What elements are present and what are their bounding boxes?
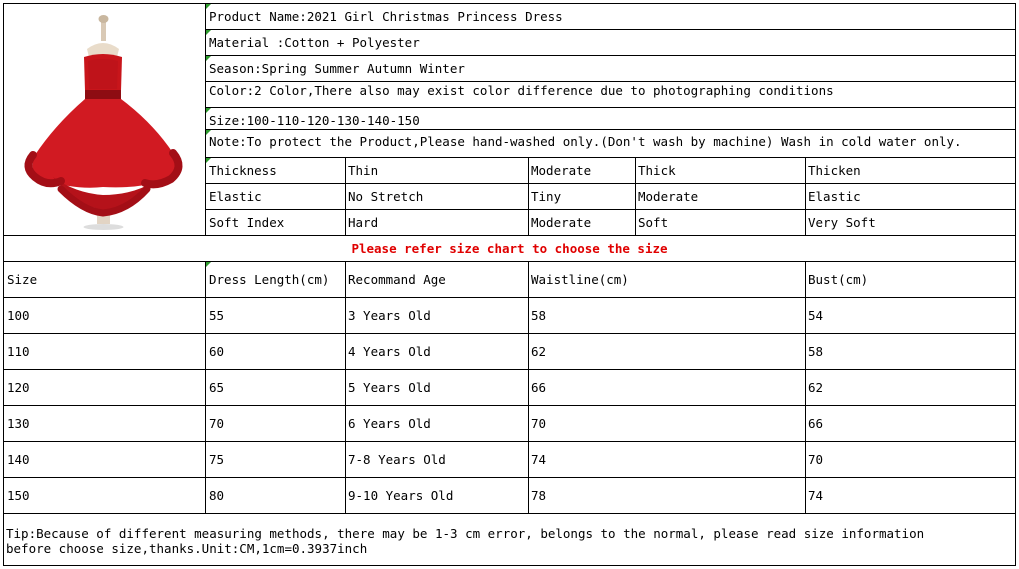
product-image	[5, 5, 202, 232]
tip-line-2: before choose size,thanks.Unit:CM,1cm=0.3937inch	[6, 541, 368, 556]
cell-age: 5 Years Old	[348, 380, 431, 395]
prop-elastic-2: Tiny	[531, 189, 562, 204]
cell-marker	[206, 130, 211, 135]
cell-bust: 54	[808, 308, 824, 323]
header-dress-length: Dress Length(cm)	[209, 272, 330, 287]
cell-age: 3 Years Old	[348, 308, 431, 323]
prop-elastic-3: Moderate	[638, 189, 699, 204]
cell-marker	[206, 30, 211, 35]
size-range: Size:100-110-120-130-140-150	[209, 113, 420, 128]
cell-waist: 62	[531, 344, 547, 359]
cell-bust: 62	[808, 380, 824, 395]
prop-elastic-label: Elastic	[209, 189, 262, 204]
cell-age: 4 Years Old	[348, 344, 431, 359]
cell-size: 150	[7, 488, 30, 503]
care-note: Note:To protect the Product,Please hand-washed only.(Don't wash by machine) Wash in cold water only.	[209, 134, 962, 149]
cell-size: 140	[7, 452, 30, 467]
cell-length: 55	[209, 308, 225, 323]
header-bust: Bust(cm)	[808, 272, 869, 287]
cell-size: 120	[7, 380, 30, 395]
cell-length: 75	[209, 452, 225, 467]
prop-soft-label: Soft Index	[209, 215, 285, 230]
product-name: Product Name:2021 Girl Christmas Princess Dress	[209, 9, 563, 24]
size-chart-title: Please refer size chart to choose the size	[351, 241, 668, 256]
cell-bust: 74	[808, 488, 824, 503]
cell-length: 80	[209, 488, 225, 503]
prop-thickness-4: Thicken	[808, 163, 861, 178]
prop-thickness-1: Thin	[348, 163, 379, 178]
cell-waist: 74	[531, 452, 547, 467]
cell-waist: 58	[531, 308, 547, 323]
cell-waist: 70	[531, 416, 547, 431]
cell-age: 9-10 Years Old	[348, 488, 454, 503]
tip-line-1: Tip:Because of different measuring methods, there may be 1-3 cm error, belongs to the normal, please read size information	[6, 526, 925, 541]
cell-size: 100	[7, 308, 30, 323]
cell-age: 7-8 Years Old	[348, 452, 446, 467]
cell-age: 6 Years Old	[348, 416, 431, 431]
prop-elastic-1: No Stretch	[348, 189, 424, 204]
cell-length: 70	[209, 416, 225, 431]
cell-bust: 66	[808, 416, 824, 431]
prop-elastic-4: Elastic	[808, 189, 861, 204]
prop-thickness-label: Thickness	[209, 163, 277, 178]
cell-waist: 66	[531, 380, 547, 395]
cell-length: 65	[209, 380, 225, 395]
cell-waist: 78	[531, 488, 547, 503]
cell-marker	[206, 262, 211, 267]
prop-thickness-2: Moderate	[531, 163, 592, 178]
prop-soft-4: Very Soft	[808, 215, 876, 230]
prop-soft-1: Hard	[348, 215, 379, 230]
cell-size: 130	[7, 416, 30, 431]
cell-size: 110	[7, 344, 30, 359]
color-info: Color:2 Color,There also may exist color difference due to photographing conditions	[209, 83, 834, 98]
prop-thickness-3: Thick	[638, 163, 676, 178]
cell-marker	[206, 56, 211, 61]
season: Season:Spring Summer Autumn Winter	[209, 61, 465, 76]
material: Material :Cotton + Polyester	[209, 35, 420, 50]
cell-length: 60	[209, 344, 225, 359]
header-size: Size	[7, 272, 38, 287]
prop-soft-2: Moderate	[531, 215, 592, 230]
cell-bust: 58	[808, 344, 824, 359]
prop-soft-3: Soft	[638, 215, 669, 230]
cell-bust: 70	[808, 452, 824, 467]
header-age: Recommand Age	[348, 272, 446, 287]
header-waistline: Waistline(cm)	[531, 272, 629, 287]
cell-marker	[206, 108, 211, 113]
cell-marker	[206, 4, 211, 9]
